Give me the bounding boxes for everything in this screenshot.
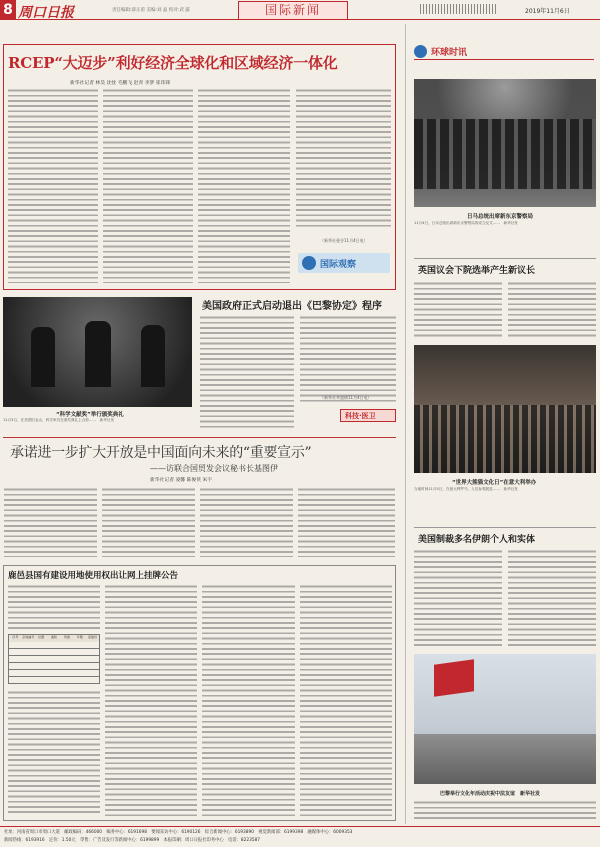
notice-table-header: [9, 635, 99, 642]
footer-line-2: 新闻热线：6193916 定价：1.50元 零售：广告及发行等新闻中心：6199899 本报印刷：周口日报社印务中心 电话：8223587: [4, 838, 261, 843]
globe-icon: [414, 45, 427, 58]
notice-body-col-2: [105, 584, 197, 816]
masthead: [0, 0, 600, 20]
barcode: [420, 4, 498, 14]
us-body-col-1: [414, 549, 502, 647]
uk-body-col-1: [414, 281, 502, 337]
table-header-cell: 序号: [12, 635, 19, 639]
lead-byline: 新华社记者 林昊 沈忱 毛鹏飞 赵青 李梦 崔玮锋: [70, 81, 171, 86]
lead-headline: [8, 52, 393, 73]
photo-science-caption-title: “科学文献奖”举行颁奖典礼: [56, 412, 124, 418]
uk-body-col-2: [508, 281, 596, 337]
photo-crowd-caption-title: “世界大熊猫文化日”在意大利举办: [452, 480, 537, 486]
feature-body-col-3: [200, 487, 293, 557]
notice-body-col-3: [202, 584, 295, 816]
lead-tag-badge: [298, 253, 390, 273]
photo-bottom-caption-body: [414, 800, 596, 822]
lead-body-col-2: [103, 88, 193, 283]
photo-crowd-caption-body: 当地时间11月5日，在意大利罗马，人们参观展览…… 新华社发: [414, 487, 518, 491]
photo-science-caption-body: 11月3日，在美国旧金山，科学家们在颁奖典礼上合影…… 新华社发: [3, 418, 115, 422]
paris-body-col-1: [200, 315, 294, 430]
table-header-cell: 面积: [51, 635, 58, 639]
table-header-cell: 宗地编号: [22, 635, 35, 639]
lead-headline-prefix: RCEP: [8, 54, 55, 72]
lead-body-col-3: [198, 88, 290, 283]
feature-body-col-2: [102, 487, 195, 557]
photo-top-caption-title: 日马总统出席新东京警察局: [467, 214, 534, 220]
lead-body-col-1: [8, 88, 98, 283]
notice-body-col-1-top: [8, 584, 100, 630]
lead-footer: （新华社曼谷11月4日电）: [320, 238, 368, 243]
column-tag-label: 环球时讯: [431, 48, 468, 58]
lead-headline-quote: “大迈步”: [54, 54, 116, 72]
feature-body-col-1: [4, 487, 97, 557]
notice-body-col-1-bottom: [8, 690, 100, 816]
photo-top-caption-body: 11月4日，日本总统出席新东京警察局的成立仪式…… 新华社发: [414, 221, 518, 225]
notice-body-col-4: [300, 584, 392, 816]
editor-line: 责任编辑:薛正甫 美编:刘 晶 校对:武 露: [112, 8, 190, 13]
feature-body-col-4: [298, 487, 395, 557]
lead-body-col-4: [296, 88, 391, 228]
feature-headline: 承诺进一步扩大开放是中国面向未来的“重要宣示”: [10, 445, 312, 461]
uk-headline: 英国议会下院选举产生新议长: [418, 266, 536, 276]
notice-headline: 鹿邑县国有建设用地使用权出让网上挂牌公告: [8, 571, 179, 581]
column-tag-badge: [414, 44, 594, 60]
page-number: 8: [0, 0, 16, 20]
feature-byline: 新华社记者 凌馨 陈俊侠 朱宇: [150, 478, 213, 483]
footer-line-1: 社址：河南省周口市周口大道 邮政编码：466000 编务中心：6191698 要闻采访中心：6190126 综合新闻中心：6193890 视觉新闻部：6199398 融媒体中心：6009353: [4, 830, 353, 835]
page-footer: [0, 826, 600, 847]
notice-table: [8, 634, 100, 684]
paris-tag-badge: [340, 409, 396, 422]
us-body-col-2: [508, 549, 596, 647]
paris-headline: 美国政府正式启动退出《巴黎协定》程序: [202, 301, 382, 312]
table-header-cell: 用途: [63, 635, 70, 639]
photo-top: [414, 79, 596, 207]
issue-date: 2019年11月6日: [525, 8, 570, 15]
table-header-cell: 年限: [76, 635, 83, 639]
globe-icon: [302, 256, 316, 270]
paris-tag-label: 科技·医卫: [345, 412, 376, 420]
table-header-cell: 起始价: [88, 635, 98, 639]
us-headline: 美国制裁多名伊朗个人和实体: [418, 535, 536, 545]
lead-tag-label: 国际观察: [320, 260, 357, 270]
feature-subhead: ——访联合国贸发会议秘书长基图伊: [150, 464, 278, 473]
paris-footer: （新华社华盛顿11月4日电）: [320, 395, 372, 400]
photo-bottom: [414, 654, 596, 784]
lead-headline-rest: 利好经济全球化和区域经济一体化: [115, 54, 338, 72]
section-title: 国际新闻: [238, 1, 348, 20]
photo-crowd: [414, 345, 596, 473]
paper-name: 周口日报: [18, 5, 74, 21]
photo-bottom-caption: 巴黎举行文化年活动庆祝中法友谊 新华社发: [440, 791, 541, 797]
table-header-cell: 位置: [38, 635, 45, 639]
paris-body-col-2: [300, 315, 396, 405]
photo-science: [3, 297, 192, 407]
